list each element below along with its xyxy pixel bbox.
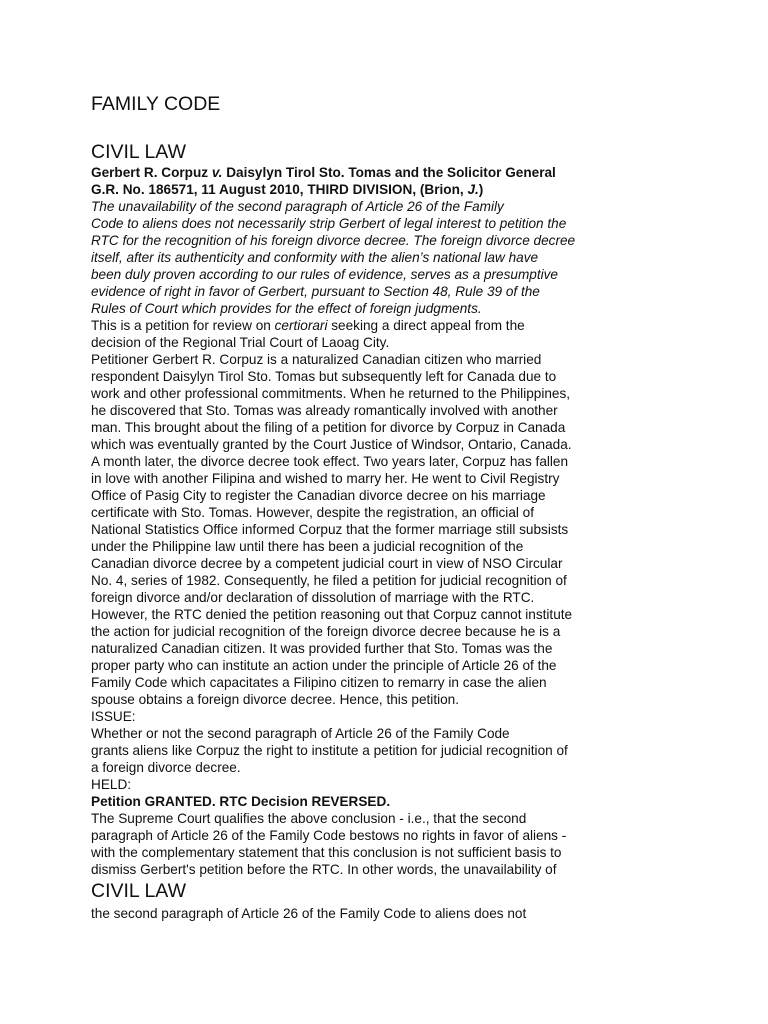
held-line: with the complementary statement that this conclusion is not sufficient basis to	[91, 845, 562, 860]
case-citation	[91, 181, 731, 198]
issue-line: Whether or not the second paragraph of Article 26 of the Family Code	[91, 726, 510, 741]
doctrine-line: itself, after its authenticity and conformity with the alien’s national law have	[91, 250, 539, 265]
facts-line: under the Philippine law until there has been a judicial recognition of the	[91, 539, 524, 554]
case-versus: v.	[211, 165, 223, 180]
facts-line: No. 4, series of 1982. Consequently, he filed a petition for judicial recognition of	[91, 573, 567, 588]
facts-line: Office of Pasig City to register the Canadian divorce decree on his marriage	[91, 488, 546, 503]
issue-line: grants aliens like Corpuz the right to institute a petition for judicial recognition of	[91, 743, 568, 758]
held-line: dismiss Gerbert's petition before the RTC. In other words, the unavailability of	[91, 862, 557, 877]
intro-text-b: seeking a direct appeal from the	[327, 318, 525, 333]
facts-line: the action for judicial recognition of the foreign divorce decree because he is a	[91, 624, 561, 639]
intro-line	[91, 317, 731, 334]
facts-line: Canadian divorce decree by a competent judicial court in view of NSO Circular	[91, 556, 563, 571]
facts-line: Family Code which capacitates a Filipino citizen to remarry in case the alien	[91, 675, 547, 690]
doctrine-line: RTC for the recognition of his foreign divorce decree. The foreign divorce decree	[91, 233, 576, 248]
case-title	[91, 164, 731, 181]
held-line: The Supreme Court qualifies the above conclusion - i.e., that the second	[91, 811, 527, 826]
facts-line: A month later, the divorce decree took effect. Two years later, Corpuz has fallen	[91, 454, 569, 469]
facts-line: proper party who can institute an action under the principle of Article 26 of the	[91, 658, 557, 673]
case-citation-a: G.R. No. 186571, 11 August 2010, THIRD DIVISION, (Brion,	[91, 182, 468, 197]
issue-line: a foreign divorce decree.	[91, 760, 241, 775]
facts-line: in love with another Filipina and wished to marry her. He went to Civil Registry	[91, 471, 560, 486]
case-parties-a: Gerbert R. Corpuz	[91, 165, 212, 180]
case-citation-b: )	[478, 182, 484, 197]
held-label: HELD:	[91, 777, 132, 792]
facts-line: National Statistics Office informed Corpuz that the former marriage still subsists	[91, 522, 569, 537]
heading-family-code: FAMILY CODE	[91, 93, 221, 115]
continuation-line: the second paragraph of Article 26 of the Family Code to aliens does not	[91, 906, 527, 921]
doctrine-line: been duly proven according to our rules of evidence, serves as a presumptive	[91, 267, 558, 282]
doctrine-line: evidence of right in favor of Gerbert, pursuant to Section 48, Rule 39 of the	[91, 284, 540, 299]
facts-line: he discovered that Sto. Tomas was already romantically involved with another	[91, 403, 558, 418]
doctrine-line: The unavailability of the second paragraph of Article 26 of the Family	[91, 199, 504, 214]
case-parties-b: Daisylyn Tirol Sto. Tomas and the Solicitor General	[222, 165, 556, 180]
facts-line: which was eventually granted by the Court Justice of Windsor, Ontario, Canada.	[91, 437, 572, 452]
heading-civil-law-repeat: CIVIL LAW	[91, 880, 186, 902]
facts-line: respondent Daisylyn Tirol Sto. Tomas but subsequently left for Canada due to	[91, 369, 557, 384]
held-line: paragraph of Article 26 of the Family Code bestows no rights in favor of aliens -	[91, 828, 567, 843]
held-verdict: Petition GRANTED. RTC Decision REVERSED.	[91, 794, 391, 809]
issue-label: ISSUE:	[91, 709, 136, 724]
intro-text-a: This is a petition for review on	[91, 318, 275, 333]
facts-line: certificate with Sto. Tomas. However, despite the registration, an official of	[91, 505, 535, 520]
case-citation-j: J.	[467, 182, 479, 197]
intro-line: decision of the Regional Trial Court of Laoag City.	[91, 335, 390, 350]
doctrine-line: Code to aliens does not necessarily strip Gerbert of legal interest to petition the	[91, 216, 567, 231]
facts-line: Petitioner Gerbert R. Corpuz is a naturalized Canadian citizen who married	[91, 352, 542, 367]
heading-civil-law: CIVIL LAW	[91, 141, 186, 163]
intro-certiorari: certiorari	[274, 318, 328, 333]
facts-line: However, the RTC denied the petition reasoning out that Corpuz cannot institute	[91, 607, 573, 622]
facts-line: work and other professional commitments. When he returned to the Philippines,	[91, 386, 571, 401]
facts-line: naturalized Canadian citizen. It was provided further that Sto. Tomas was the	[91, 641, 553, 656]
facts-line: foreign divorce and/or declaration of dissolution of marriage with the RTC.	[91, 590, 535, 605]
facts-line: spouse obtains a foreign divorce decree. Hence, this petition.	[91, 692, 460, 707]
case-digest-body	[91, 164, 731, 878]
facts-line: man. This brought about the filing of a petition for divorce by Corpuz in Canada	[91, 420, 566, 435]
doctrine-line: Rules of Court which provides for the effect of foreign judgments.	[91, 301, 482, 316]
continuation-body	[91, 905, 731, 922]
